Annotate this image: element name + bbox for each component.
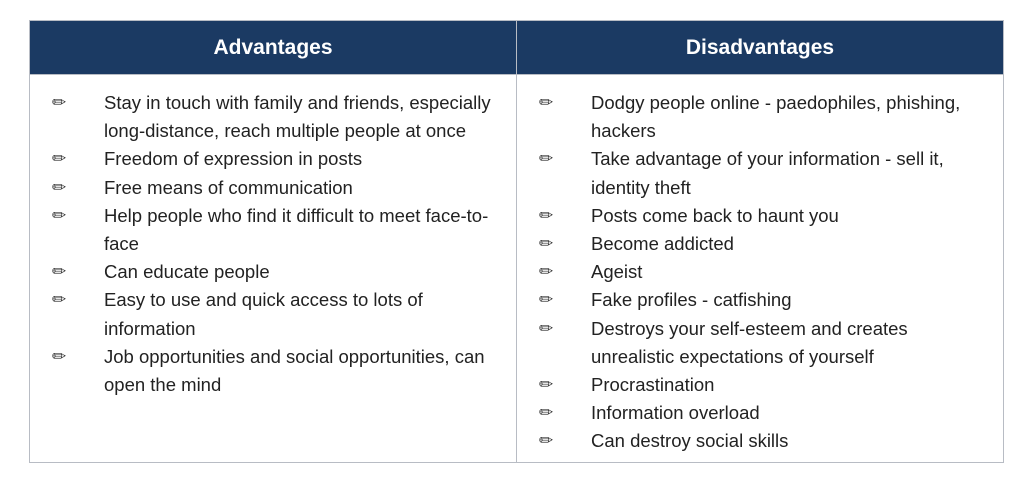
disadvantage-text: Take advantage of your information - sell it, identity theft (591, 148, 944, 198)
list-item (30, 202, 516, 258)
advantage-text: Freedom of expression in posts (104, 148, 363, 170)
advantage-text: Easy to use and quick access to lots of information (104, 289, 423, 339)
pencil-icon: ✏ (539, 149, 554, 170)
list-item (30, 258, 516, 286)
pencil-icon: ✏ (539, 403, 554, 424)
advantage-text: Free means of communication (104, 176, 353, 198)
pencil-icon: ✏ (52, 346, 67, 367)
disadvantage-text: Fake profiles - catfishing (591, 289, 792, 311)
list-item (517, 427, 1003, 455)
list-item (517, 258, 1003, 286)
advantages-header: Advantages (30, 21, 517, 75)
disadvantages-cell (517, 75, 1003, 462)
list-item (517, 145, 1003, 201)
advantage-text: Job opportunities and social opportunities, can open the mind (104, 345, 485, 396)
disadvantage-text: Ageist (591, 261, 643, 283)
pencil-icon: ✏ (539, 290, 554, 311)
pencil-icon: ✏ (52, 205, 67, 226)
pencil-icon: ✏ (52, 93, 67, 113)
pencil-icon: ✏ (539, 93, 554, 113)
disadvantage-text: Destroys your self-esteem and creates unrealistic expectations of yourself (591, 317, 908, 367)
list-item (30, 89, 516, 145)
pencil-icon: ✏ (539, 262, 554, 283)
disadvantage-text: Information overload (591, 402, 760, 424)
list-item (30, 174, 516, 202)
disadvantages-list (517, 89, 1003, 456)
advantages-cell (30, 75, 517, 462)
pencil-icon: ✏ (539, 318, 554, 339)
advantage-text: Stay in touch with family and friends, especially long-distance, reach multiple people at once (104, 92, 491, 142)
disadvantage-text: Dodgy people online - paedophiles, phishing, hackers (591, 92, 961, 142)
advantages-list (30, 89, 516, 399)
list-item (517, 286, 1003, 314)
disadvantages-header: Disadvantages (517, 21, 1003, 75)
advantage-text: Can educate people (104, 261, 270, 283)
advantage-text: Help people who find it difficult to meet face-to-face (104, 204, 489, 255)
list-item (517, 230, 1003, 258)
disadvantage-text: Procrastination (591, 374, 715, 396)
pencil-icon: ✏ (52, 262, 67, 283)
pencil-icon: ✏ (52, 290, 67, 311)
list-item (30, 286, 516, 342)
list-item (517, 89, 1003, 145)
pencil-icon: ✏ (539, 375, 554, 396)
pencil-icon: ✏ (52, 149, 67, 170)
disadvantage-text: Become addicted (591, 233, 734, 255)
advantages-disadvantages-table (29, 20, 1004, 463)
list-item (517, 399, 1003, 427)
pencil-icon: ✏ (52, 177, 67, 198)
list-item (517, 315, 1003, 371)
list-item (30, 343, 516, 399)
list-item (517, 371, 1003, 399)
disadvantage-text: Posts come back to haunt you (591, 204, 839, 226)
list-item (517, 202, 1003, 230)
disadvantage-text: Can destroy social skills (591, 430, 789, 452)
pencil-icon: ✏ (539, 431, 554, 452)
list-item (30, 145, 516, 173)
pencil-icon: ✏ (539, 234, 554, 255)
pencil-icon: ✏ (539, 205, 554, 226)
